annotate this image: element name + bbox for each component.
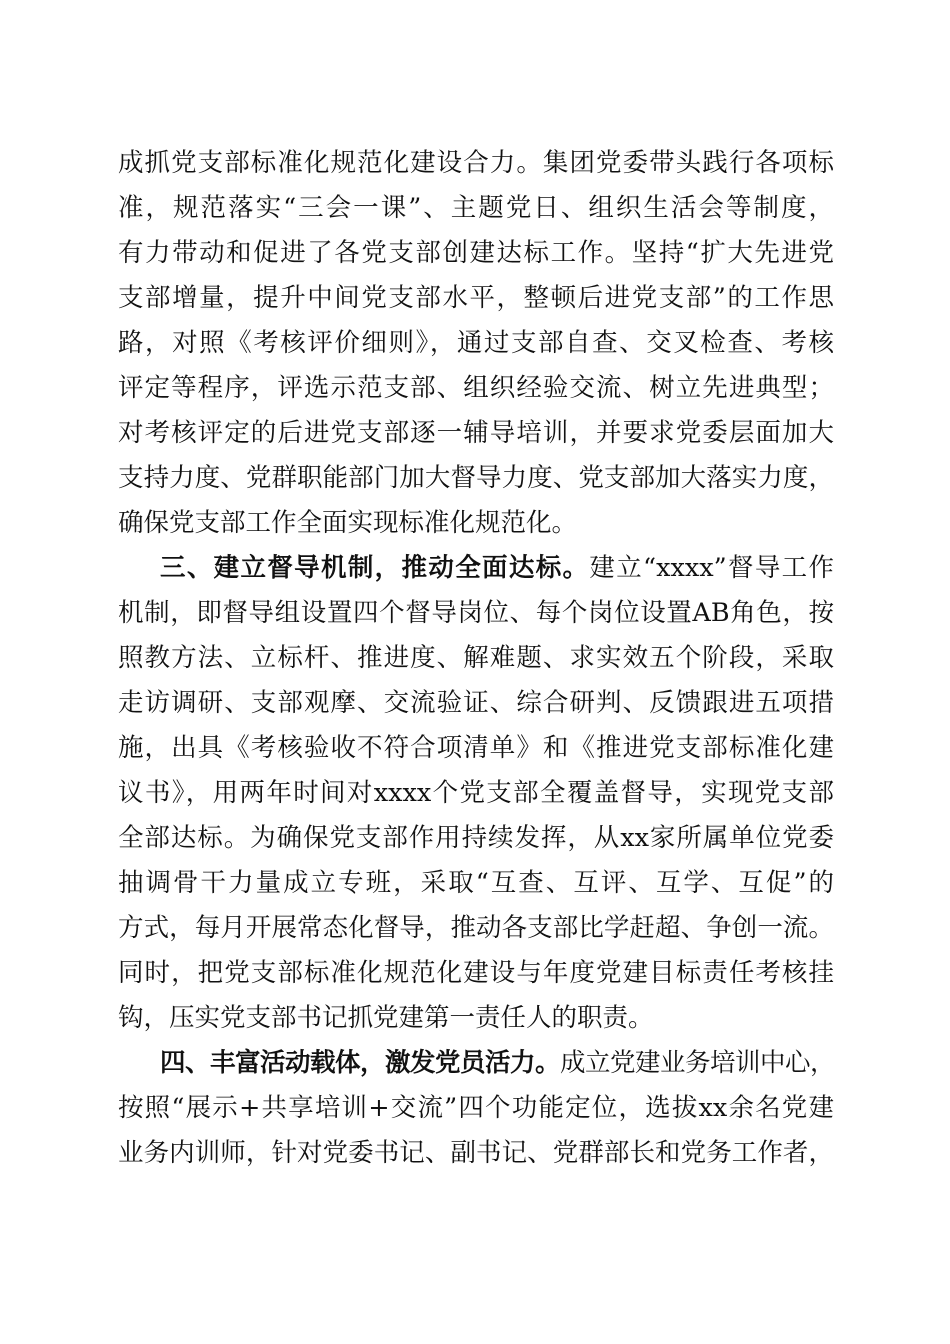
text-line: 评定等程序，评选示范支部、组织经验交流、树立先进典型； <box>118 373 834 403</box>
text-line: 同时，把党支部标准化规范化建设与年度党建目标责任考核挂 <box>118 958 834 988</box>
text-line: 议书》，用两年时间对xxxx个党支部全覆盖督导，实现党支部 <box>118 778 834 808</box>
text-line: 对考核评定的后进党支部逐一辅导培训，并要求党委层面加大 <box>118 418 834 448</box>
text-line: 确保党支部工作全面实现标准化规范化。 <box>118 508 578 538</box>
text-line: 机制，即督导组设置四个督导岗位、每个岗位设置AB角色，按 <box>118 598 834 628</box>
text-line: 按照“展示+共享培训+交流”四个功能定位，选拔xx余名党建 <box>118 1093 834 1123</box>
text-line: 全部达标。为确保党支部作用持续发挥，从xx家所属单位党委 <box>118 823 834 853</box>
text-line: 准，规范落实“三会一课”、主题党日、组织生活会等制度， <box>118 193 834 223</box>
text-line: 照教方法、立标杆、推进度、解难题、求实效五个阶段，采取 <box>118 643 834 673</box>
text-line: 路，对照《考核评价细则》，通过支部自查、交叉检查、考核 <box>118 328 834 358</box>
text-line: 方式，每月开展常态化督导，推动各支部比学赶超、争创一流。 <box>118 913 834 943</box>
text-line: 业务内训师，针对党委书记、副书记、党群部长和党务工作者， <box>118 1138 834 1168</box>
text-line: 支部增量，提升中间党支部水平，整顿后进党支部”的工作思 <box>118 283 834 313</box>
text-line: 有力带动和促进了各党支部创建达标工作。坚持“扩大先进党 <box>118 238 834 268</box>
section-heading-line <box>160 548 834 588</box>
section-heading: 四、丰富活动载体，激发党员活力。 <box>160 1048 561 1078</box>
text-line: 支持力度、党群职能部门加大督导力度、党支部加大落实力度， <box>118 463 834 493</box>
text-line: 抽调骨干力量成立专班，采取“互查、互评、互学、互促”的 <box>118 868 834 898</box>
text-line: 走访调研、支部观摩、交流验证、综合研判、反馈跟进五项措 <box>118 688 834 718</box>
section-heading: 三、建立督导机制，推动全面达标。 <box>160 553 590 583</box>
text-line: 钩，压实党支部书记抓党建第一责任人的职责。 <box>118 1003 654 1033</box>
text-line: 成抓党支部标准化规范化建设合力。集团党委带头践行各项标 <box>118 148 834 178</box>
heading-line-text: 建立“xxxx”督导工作 <box>589 553 834 583</box>
heading-line-text: 成立党建业务培训中心， <box>560 1048 836 1078</box>
text-line: 施，出具《考核验收不符合项清单》和《推进党支部标准化建 <box>118 733 834 763</box>
section-heading-line <box>160 1043 834 1083</box>
